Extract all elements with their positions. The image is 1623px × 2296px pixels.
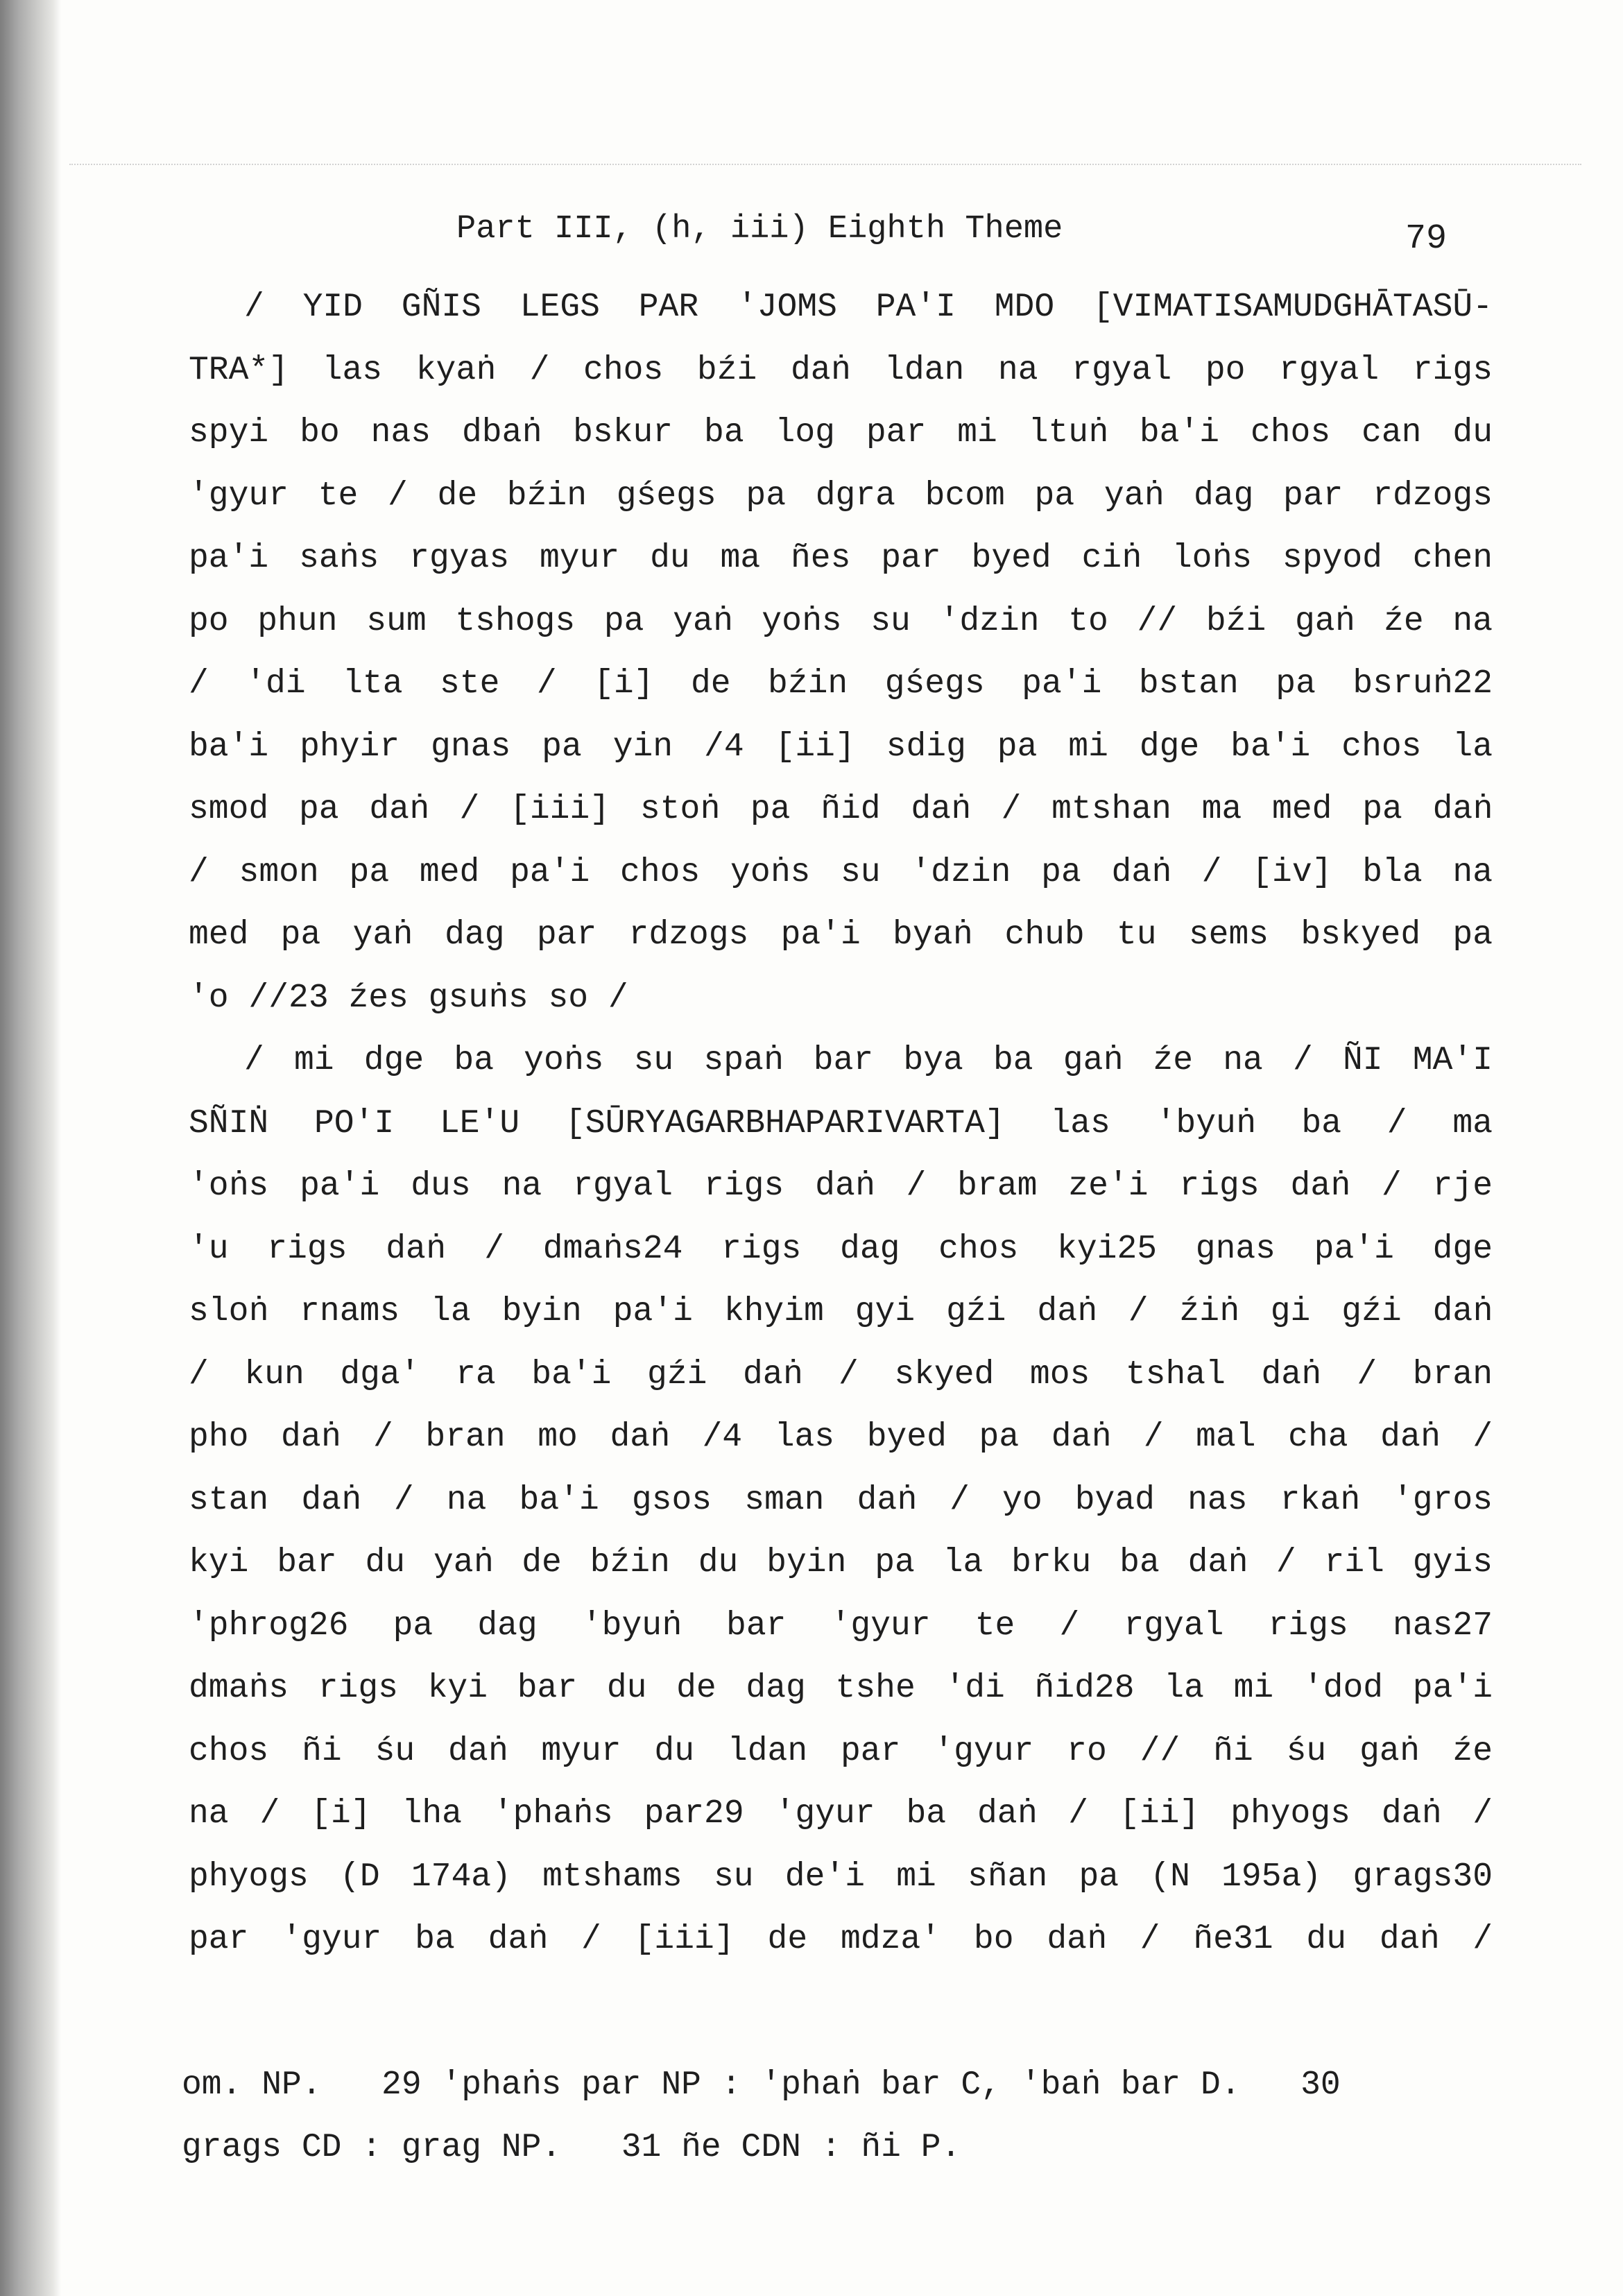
text-line: dmaṅs rigs kyi bar du de dag tshe 'di ñid28 la mi 'dod pa'i [189, 1670, 1493, 1707]
text-line: na / [i] lha 'phaṅs par29 'gyur ba daṅ / [ii] phyogs daṅ / [189, 1795, 1493, 1833]
text-line: sloṅ rnams la byin pa'i khyim gyi gźi daṅ / źiṅ gi gźi daṅ [189, 1293, 1493, 1330]
text-line: pho daṅ / bran mo daṅ /4 las byed pa daṅ / mal cha daṅ / [189, 1419, 1493, 1456]
text-line: / smon pa med pa'i chos yoṅs su 'dzin pa daṅ / [iv] bla na [189, 853, 1493, 891]
footnote-line: grags CD : grag NP. 31 ñe CDN : ñi P. [182, 2129, 961, 2166]
text-line: 'u rigs daṅ / dmaṅs24 rigs dag chos kyi25 gnas pa'i dge [189, 1230, 1493, 1268]
text-line: kyi bar du yaṅ de bźin du byin pa la brku ba daṅ / ril gyis [189, 1544, 1493, 1582]
page-header [0, 205, 1623, 261]
binding-edge [0, 0, 61, 2296]
text-line: / YID GÑIS LEGS PAR 'JOMS PA'I MDO [VIMATISAMUDGHĀTASŪ- [244, 289, 1493, 326]
footnote-line: om. NP. 29 'phaṅs par NP : 'phaṅ bar C, 'baṅ bar D. 30 [182, 2066, 1341, 2104]
body-text [189, 276, 1493, 1971]
text-line: TRA*] las kyaṅ / chos bźi daṅ ldan na rgyal po rgyal rigs [189, 351, 1493, 389]
page-number: 79 [1405, 219, 1448, 259]
text-line: 'oṅs pa'i dus na rgyal rigs daṅ / bram ze'i rigs daṅ / rje [189, 1167, 1493, 1205]
text-line: smod pa daṅ / [iii] stoṅ pa ñid daṅ / mtshan ma med pa daṅ [189, 791, 1493, 828]
text-line: SÑIṄ PO'I LE'U [SŪRYAGARBHAPARIVARTA] las 'byuṅ ba / ma [189, 1104, 1493, 1142]
footnotes [182, 2054, 1430, 2179]
scan-rule [69, 164, 1581, 165]
text-line: spyi bo nas dbaṅ bskur ba log par mi ltuṅ ba'i chos can du [189, 414, 1493, 452]
text-line: chos ñi śu daṅ myur du ldan par 'gyur ro // ñi śu gaṅ źe [189, 1732, 1493, 1770]
text-line: 'phrog26 pa dag 'byuṅ bar 'gyur te / rgyal rigs nas27 [189, 1607, 1493, 1645]
text-line: / mi dge ba yoṅs su spaṅ bar bya ba gaṅ źe na / ÑI MA'I [244, 1042, 1493, 1079]
text-line: / 'di lta ste / [i] de bźin gśegs pa'i bstan pa bsruṅ22 [189, 665, 1493, 703]
text-line: par 'gyur ba daṅ / [iii] de mdza' bo daṅ / ñe31 du daṅ / [189, 1921, 1493, 1958]
text-line: 'gyur te / de bźin gśegs pa dgra bcom pa yaṅ dag par rdzogs [189, 477, 1493, 515]
text-line: ba'i phyir gnas pa yin /4 [ii] sdig pa mi dge ba'i chos la [189, 728, 1493, 766]
text-line: phyogs (D 174a) mtshams su de'i mi sñan pa (N 195a) grags30 [189, 1858, 1493, 1896]
text-line: med pa yaṅ dag par rdzogs pa'i byaṅ chub tu sems bskyed pa [189, 916, 1493, 954]
running-title: Part III, (h, iii) Eighth Theme [456, 211, 1063, 248]
text-line: / kun dga' ra ba'i gźi daṅ / skyed mos tshal daṅ / bran [189, 1355, 1493, 1394]
text-line: pa'i saṅs rgyas myur du ma ñes par byed ciṅ loṅs spyod chen [189, 540, 1493, 577]
text-line: 'o //23 źes gsuṅs so / [189, 979, 628, 1017]
text-line: stan daṅ / na ba'i gsos sman daṅ / yo byad nas rkaṅ 'gros [189, 1481, 1493, 1519]
text-line: po phun sum tshogs pa yaṅ yoṅs su 'dzin to // bźi gaṅ źe na [189, 602, 1493, 640]
